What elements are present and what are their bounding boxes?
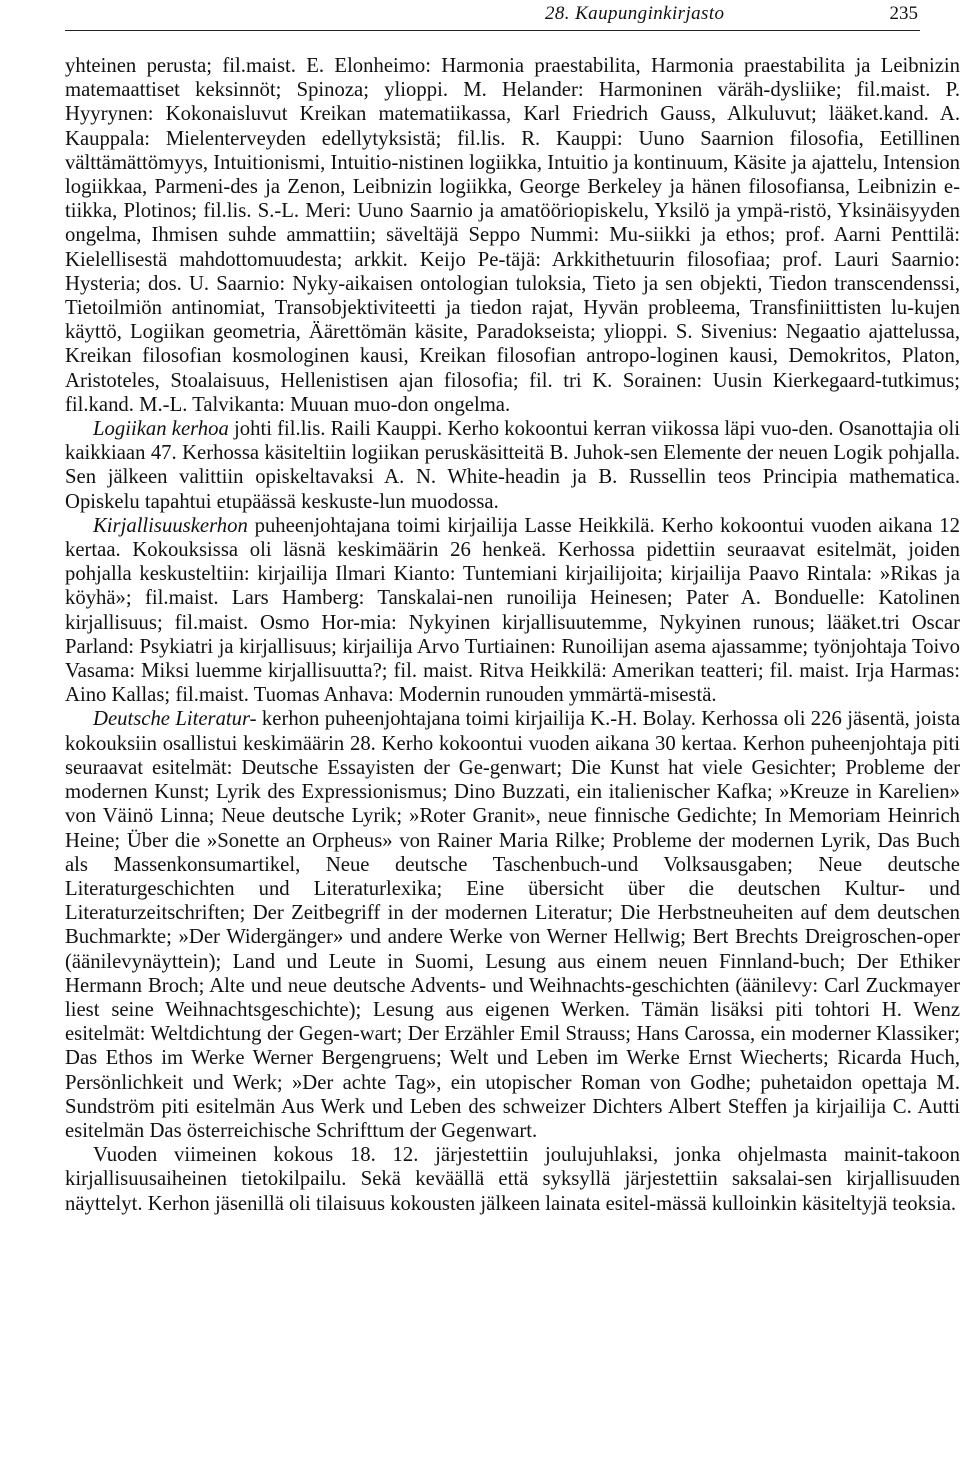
paragraph-text: kerhon puheenjohtajana toimi kirjailija K.-H. Bolay. Kerhossa oli 226 jäsentä, joista kokouksiin osallistui keskimäärin 28. Kerho kokoontui vuoden aikana 30 kertaa. Kerhon puheenjohtaja piti seuraavat esitelmät: Deutsche Essayisten der Ge-genwart; Die Kunst hat viele Gesichter; Probleme der modernen Kunst; Lyrik des Expressionismus; Dino Buzzati, ein italienischer Kafka; »Kreuze in Karelien» von Väinö Linna; Neue deutsche Lyrik; »Roter Granit», neue finnische Gedichte; In Memoriam Heinrich Heine; Über die »Sonette an Orpheus» von Rainer Maria Rilke; Probleme der modernen Lyrik, Das Buch als Massenkonsumartikel, Neue deutsche Taschenbuch-und Volksausgaben; Neue deutsche Literaturgeschichten und Literaturlexika; Eine übersicht über die deutschen Kultur- und Literaturzeitschriften; Der Zeitbegriff in der modernen Literatur; Die Herbstneuheiten auf dem deutschen Buchmarkte; »Der Widergänger» und andere Werke von Werner Hellwig; Bert Brechts Dreigroschen-oper (äänilevynäyttein); Land und Leute in Suomi, Lesung aus einem neuen Finnland-buch; Der Ethiker Hermann Broch; Alte und neue deutsche Advents- und Weihnachts-geschichten (äänilevy: Carl Zuckmayer liest seine Weihnachtsgeschichte); Lesung aus eigenen Werken. Tämän lisäksi piti tohtori H. Wenz esitelmät: Weltdichtung der Gegen-wart; Der Erzähler Emil Strauss; Hans Carossa, ein moderner Klassiker; Das Ethos im Werke Werner Bergengruens; Welt und Leben im Werke Ernst Wiecherts; Ricarda Huch, Persönlichkeit und Werk; »Der achte Tag», ein utopischer Roman von Godhe; puhetaidon opettaja M. Sundström piti esitelmän Aus Werk und Leben des schweizer Dichters Albert Steffen ja kirjailija C. Autti esitelmän Das österreichische Schrifttum der Gegenwart. bbox=[65, 708, 960, 1142]
paragraph-logic-club bbox=[65, 417, 960, 514]
paragraph-text: johti fil.lis. Raili Kauppi. Kerho kokoontui kerran viikossa läpi vuo-den. Osanottajia oli kaikkiaan 47. Kerhossa käsiteltiin logiikan peruskäsitteitä B. Juhok-sen Elemente der neuen Logik pohjalla. Sen jälkeen valittiin opiskeltavaksi A. N. White-headin ja B. Russellin teos Principia mathematica. Opiskelu tapahtui etupäässä keskuste-lun muodossa. bbox=[65, 418, 960, 513]
running-title: 28. Kaupunginkirjasto bbox=[545, 3, 725, 24]
paragraph-deutsche-literatur-club bbox=[65, 707, 960, 1143]
paragraph-lead-italic: Logiikan kerhoa bbox=[93, 418, 229, 441]
body-text bbox=[65, 54, 960, 1216]
paragraph-lead-italic: Kirjallisuuskerhon bbox=[93, 514, 248, 537]
paragraph-text: puheenjohtajana toimi kirjailija Lasse Heikkilä. Kerho kokoontui vuoden aikana 12 kertaa. Kokouksissa oli läsnä keskimäärin 26 henkeä. Kerhossa pidettiin seuraavat esitelmät, joiden pohjalla keskusteltiin: kirjailija Ilmari Kianto: Tuntemiani kirjailijoita; kirjailija Paavo Rintala: »Rikas ja köyhä»; fil.maist. Lars Hamberg: Tanskalai-nen runoilija Heinesen; Pater A. Bonduelle: Katolinen kirjallisuus; fil.maist. Osmo Hor-mia: Nykyinen kirjallisuutemme, Nykyinen runous; lääket.tri Oscar Parland: Psykiatri ja kirjallisuus; kirjailija Arvo Turtiainen: Runoilijan asema ajassamme; työnjohtaja Toivo Vasama: Miksi luemme kirjallisuutta?; fil. maist. Ritva Heikkilä: Amerikan teatteri; fil. maist. Irja Harmas: Aino Kallas; fil.maist. Tuomas Anhava: Modernin runouden ymmärtä-misestä. bbox=[65, 514, 960, 707]
page-number: 235 bbox=[889, 3, 918, 24]
running-header bbox=[65, 0, 920, 31]
paragraph-study-circle-lectures bbox=[65, 54, 960, 417]
paragraph-christmas-meeting bbox=[65, 1143, 960, 1216]
paragraph-text: yhteinen perusta; fil.maist. E. Elonheimo: Harmonia praestabilita, Harmonia praestabilita ja Leibnizin matemaattiset keksinnöt; Spinoza; ylioppi. M. Helander: Harmoninen väräh-dysliike; fil.maist. P. Hyyrynen: Kokonaisluvut Kreikan matematiikassa, Karl Friedrich Gauss, Alkuluvut; lääket.kand. A. Kauppala: Mielenterveyden edellytyksistä; fil.lis. R. Kauppi: Uuno Saarnion filosofia, Eetillinen välttämättömyys, Intuitionismi, Intuitio-nistinen logiikka, Intuitio ja kontinuum, Käsite ja ajattelu, Intension logiikkaa, Parmeni-des ja Zenon, Leibnizin logiikka, George Berkeley ja hänen filosofiansa, Leibnizin e-tiikka, Plotinos; fil.lis. S.-L. Meri: Uuno Saarnio ja amatööriopiskelu, Yksilö ja ympä-ristö, Yksinäisyyden ongelma, Ihmisen suhde ammattiin; säveltäjä Seppo Nummi: Mu-siikki ja ethos; prof. Aarni Penttilä: Kielellisestä mahdottomuudesta; arkkit. Keijo Pe-täjä: Arkkithetuurin filosofiaa; prof. Lauri Saarnio: Hysteria; dos. U. Saarnio: Nyky-aikaisen ontologian tuloksia, Tieto ja sen objekti, Tiedon transcendenssi, Tietoilmiön antinomiat, Transobjektiviteetti ja tiedon rajat, Hyvän probleema, Transfiniittisten lu-kujen käyttö, Logiikan geometria, Äärettömän käsite, Paradokseista; ylioppi. S. Sivenius: Negaatio ajattelussa, Kreikan filosofian kosmologinen kausi, Kreikan filosofian antropo-loginen kausi, Demokritos, Platon, Aristoteles, Stoalaisuus, Hellenistisen ajan filosofia; fil. tri K. Sorainen: Uusin Kierkegaard-tutkimus; fil.kand. M.-L. Talvikanta: Muuan muo-don ongelma. bbox=[65, 55, 960, 416]
paragraph-lead-italic: Deutsche Literatur- bbox=[93, 708, 257, 731]
paragraph-text: Vuoden viimeinen kokous 18. 12. järjestettiin joulujuhlaksi, jonka ohjelmasta mainit-takoon kirjallisuusaiheinen tietokilpailu. Sekä keväällä että syksyllä järjestettiin saksalai-sen kirjallisuuden näyttelyt. Kerhon jäsenillä oli tilaisuus kokousten jälkeen lainata esitel-mässä kulloinkin käsiteltyjä teoksia. bbox=[65, 1144, 960, 1215]
paragraph-literature-club bbox=[65, 514, 960, 708]
